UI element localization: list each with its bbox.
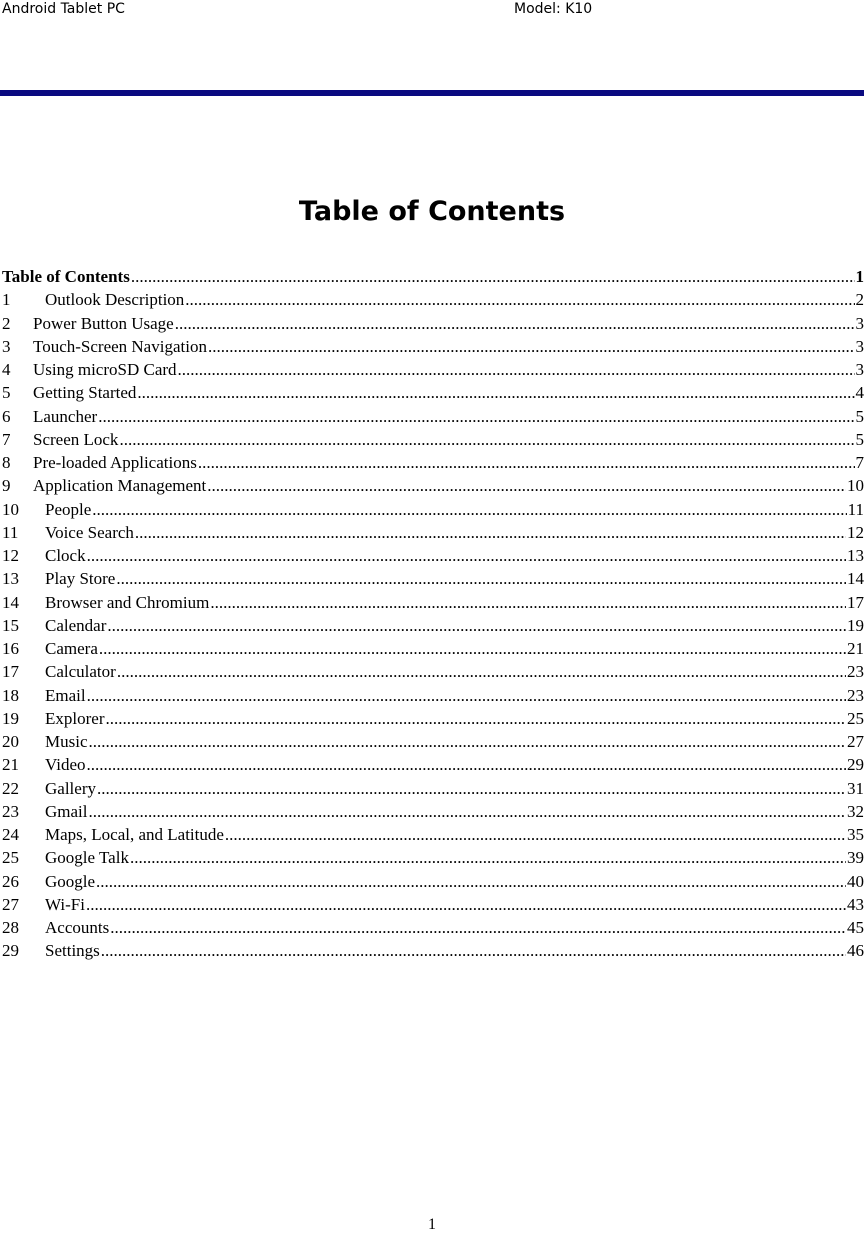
header-model-number: Model: K10 xyxy=(514,1,593,17)
toc-entry-label: Calendar xyxy=(45,615,107,635)
toc-entry-page: 2 xyxy=(855,290,864,310)
toc-entry-label: Video xyxy=(45,755,86,775)
toc-entry-label: Email xyxy=(45,685,86,705)
toc-entry-page: 12 xyxy=(847,522,864,542)
toc-dot-leader xyxy=(89,800,847,823)
toc-dot-leader xyxy=(92,498,846,521)
toc-entry[interactable] xyxy=(2,637,864,660)
toc-entry-page: 45 xyxy=(847,918,864,937)
toc-entry-number: 2 xyxy=(2,313,11,333)
toc-entry-number: 3 xyxy=(2,336,11,356)
toc-entry-page: 43 xyxy=(847,894,864,914)
toc-entry-number: 28 xyxy=(2,918,19,937)
toc-entry[interactable] xyxy=(2,846,864,869)
toc-entry[interactable] xyxy=(2,358,864,381)
toc-dot-leader xyxy=(98,405,854,428)
toc-dot-leader xyxy=(175,312,855,335)
toc-entry-number: 19 xyxy=(2,708,19,728)
toc-dot-leader xyxy=(207,474,846,497)
toc-entry[interactable] xyxy=(2,498,864,521)
toc-entry[interactable] xyxy=(2,893,864,916)
toc-entry-page: 39 xyxy=(847,848,864,868)
toc-entry-number: 11 xyxy=(2,522,19,542)
toc-entry[interactable] xyxy=(2,939,864,962)
toc-entry-label: Music xyxy=(45,732,88,751)
toc-entry-page: 27 xyxy=(847,732,864,751)
toc-entry-page: 25 xyxy=(847,708,864,728)
toc-entry-label: Play Store xyxy=(45,569,116,589)
toc-entry-label: Gallery xyxy=(45,778,96,798)
toc-dot-leader xyxy=(225,823,846,846)
header-rule xyxy=(0,90,864,96)
toc-entry[interactable] xyxy=(2,823,864,846)
toc-dot-leader xyxy=(137,381,854,404)
toc-entry-page: 5 xyxy=(855,429,864,449)
toc-dot-leader xyxy=(105,707,846,730)
toc-dot-leader xyxy=(119,428,854,451)
toc-entry-number: 21 xyxy=(2,755,19,775)
toc-entry-number: 13 xyxy=(2,569,19,589)
toc-entry-page: 4 xyxy=(855,383,864,403)
toc-entry-label: Touch-Screen Navigation xyxy=(33,336,207,356)
toc-dot-leader xyxy=(130,846,846,869)
toc-entry-page: 3 xyxy=(855,313,864,333)
toc-entry-label: Application Management xyxy=(33,476,207,496)
toc-dot-leader xyxy=(117,660,846,683)
toc-entry-label: Screen Lock xyxy=(33,429,119,449)
toc-entry-page: 40 xyxy=(847,871,864,891)
toc-dot-leader xyxy=(135,521,846,544)
toc-entry[interactable] xyxy=(2,591,864,614)
toc-entry[interactable] xyxy=(2,405,864,428)
toc-entry-page: 14 xyxy=(847,569,864,589)
toc-entry[interactable] xyxy=(2,870,864,893)
toc-entry[interactable] xyxy=(2,730,864,753)
toc-entry[interactable] xyxy=(2,800,864,823)
toc-entry[interactable] xyxy=(2,335,864,358)
toc-entry-page: 7 xyxy=(855,453,864,472)
toc-entry-page: 3 xyxy=(855,360,864,379)
toc-entry-page: 13 xyxy=(847,546,864,565)
toc-entry-number: 27 xyxy=(2,894,19,914)
toc-entry-label: Power Button Usage xyxy=(33,313,174,333)
toc-dot-leader xyxy=(87,544,846,567)
toc-entry[interactable] xyxy=(2,381,864,404)
footer-page-number: 1 xyxy=(428,1216,436,1233)
toc-entry-label: Using microSD Card xyxy=(33,360,177,379)
toc-dot-leader xyxy=(198,451,855,474)
toc-entry-label: Outlook Description xyxy=(45,290,185,310)
toc-dot-leader xyxy=(107,614,846,637)
toc-dot-leader xyxy=(210,591,846,614)
toc-entry[interactable] xyxy=(2,428,864,451)
table-of-contents xyxy=(2,265,864,963)
toc-entry-label: Accounts xyxy=(45,918,110,937)
toc-entry-label: Getting Started xyxy=(33,383,137,403)
toc-entry-number: 23 xyxy=(2,801,19,821)
toc-dot-leader xyxy=(96,870,846,893)
toc-entry-number: 4 xyxy=(2,360,11,379)
toc-entry-page: 31 xyxy=(847,778,864,798)
toc-entry-page: 19 xyxy=(847,615,864,635)
toc-entry-page: 10 xyxy=(847,476,864,496)
toc-entry-number: 9 xyxy=(2,476,11,496)
toc-entry-number: 18 xyxy=(2,685,19,705)
toc-entry-page: 32 xyxy=(847,801,864,821)
toc-entry-page: 1 xyxy=(855,267,864,286)
toc-entry-number: 25 xyxy=(2,848,19,868)
toc-entry-label: Pre-loaded Applications xyxy=(33,453,197,472)
toc-entry[interactable] xyxy=(2,753,864,776)
toc-entry-label: Voice Search xyxy=(45,522,134,542)
toc-entry-number: 20 xyxy=(2,732,19,751)
toc-entry-page: 23 xyxy=(847,685,864,705)
toc-dot-leader xyxy=(87,753,846,776)
toc-entry-number: 8 xyxy=(2,453,11,472)
toc-entry[interactable] xyxy=(2,567,864,590)
toc-entry-page: 29 xyxy=(847,755,864,775)
toc-entry-number: 1 xyxy=(2,290,11,310)
toc-entry[interactable] xyxy=(2,312,864,335)
toc-entry-page: 5 xyxy=(855,406,864,426)
toc-dot-leader xyxy=(87,684,846,707)
toc-entry-page: 35 xyxy=(847,825,864,844)
toc-dot-leader xyxy=(86,893,846,916)
toc-entry-number: 22 xyxy=(2,778,19,798)
toc-dot-leader xyxy=(99,637,846,660)
toc-entry-page: 23 xyxy=(847,662,864,682)
toc-dot-leader xyxy=(110,916,846,939)
toc-entry-number: 5 xyxy=(2,383,11,403)
toc-entry[interactable] xyxy=(2,777,864,800)
toc-entry-number: 16 xyxy=(2,639,19,658)
toc-entry[interactable] xyxy=(2,451,864,474)
toc-entry-label: Google xyxy=(45,871,96,891)
toc-entry[interactable] xyxy=(2,474,864,497)
toc-entry-number: 15 xyxy=(2,615,19,635)
toc-entry-label: Gmail xyxy=(45,801,88,821)
toc-entry-number: 17 xyxy=(2,662,19,682)
toc-entry[interactable] xyxy=(2,684,864,707)
toc-entry-label: Maps, Local, and Latitude xyxy=(45,825,224,844)
toc-entry-number: 6 xyxy=(2,406,11,426)
toc-dot-leader xyxy=(101,939,846,962)
toc-entry-label: Explorer xyxy=(45,708,105,728)
toc-dot-leader xyxy=(185,288,854,311)
toc-entry-page: 46 xyxy=(847,941,864,961)
toc-dot-leader xyxy=(97,777,846,800)
toc-entry-label: People xyxy=(45,499,92,519)
toc-entry[interactable] xyxy=(2,916,864,939)
toc-entry-label: Clock xyxy=(45,546,86,565)
toc-dot-leader xyxy=(89,730,847,753)
toc-entry[interactable] xyxy=(2,288,864,311)
toc-entry-label: Launcher xyxy=(33,406,98,426)
toc-entry-label: Google Talk xyxy=(45,848,129,868)
toc-entry-number: 14 xyxy=(2,592,19,612)
toc-entry-label: Settings xyxy=(45,941,100,961)
toc-entry-label: Calculator xyxy=(45,662,116,682)
toc-dot-leader xyxy=(116,567,846,590)
toc-entry-label: Table of Contents xyxy=(2,267,130,286)
toc-entry-number: 10 xyxy=(2,499,19,519)
toc-entry-number: 7 xyxy=(2,429,11,449)
toc-entry-label: Camera xyxy=(45,639,98,658)
toc-entry[interactable] xyxy=(2,660,864,683)
toc-entry-number: 24 xyxy=(2,825,19,844)
toc-entry[interactable] xyxy=(2,614,864,637)
page-title: Table of Contents xyxy=(298,196,566,227)
toc-entry[interactable] xyxy=(2,521,864,544)
toc-dot-leader xyxy=(178,358,855,381)
toc-entry-number: 12 xyxy=(2,546,19,565)
toc-heading-entry[interactable] xyxy=(2,265,864,288)
header-product-name: Android Tablet PC xyxy=(2,1,125,17)
toc-entry-label: Wi-Fi xyxy=(45,894,85,914)
toc-entry[interactable] xyxy=(2,544,864,567)
toc-dot-leader xyxy=(131,265,855,288)
toc-entry-page: 17 xyxy=(847,592,864,612)
toc-entry-page: 21 xyxy=(847,639,864,658)
toc-entry-number: 29 xyxy=(2,941,19,961)
toc-entry-label: Browser and Chromium xyxy=(45,592,210,612)
toc-entry[interactable] xyxy=(2,707,864,730)
toc-entry-number: 26 xyxy=(2,871,19,891)
toc-entry-page: 11 xyxy=(847,499,864,519)
toc-entry-page: 3 xyxy=(855,336,864,356)
toc-dot-leader xyxy=(208,335,855,358)
